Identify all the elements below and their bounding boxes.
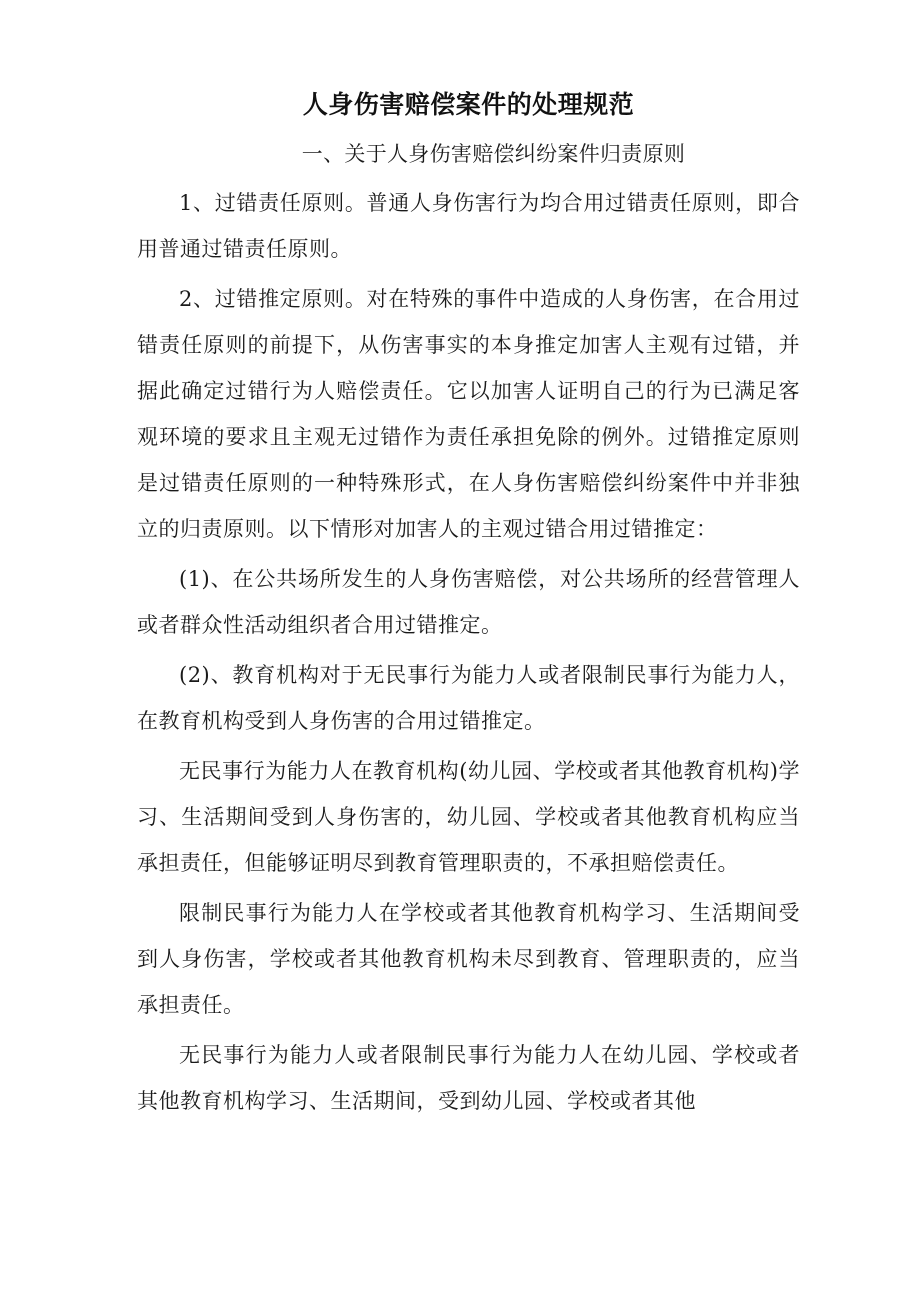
- section-heading: 一、关于人身伤害赔偿纠纷案件归责原则: [301, 142, 686, 166]
- paragraph-6: 限制民事行为能力人在学校或者其他教育机构学习、生活期间受到人身伤害，学校或者其他教育机构未尽到教育、管理职责的，应当承担责任。: [137, 901, 800, 1017]
- paragraph-4: (2)、教育机构对于无民事行为能力人或者限制民事行为能力人，在教育机构受到人身伤害的合用过错推定。: [137, 663, 800, 733]
- paragraph-7: 无民事行为能力人或者限制民事行为能力人在幼儿园、学校或者其他教育机构学习、生活期间，受到幼儿园、学校或者其他: [137, 1043, 800, 1113]
- paragraph-5: 无民事行为能力人在教育机构(幼儿园、学校或者其他教育机构)学习、生活期间受到人身伤害的，幼儿园、学校或者其他教育机构应当承担责任，但能够证明尽到教育管理职责的，不承担赔偿责任。: [137, 759, 800, 875]
- paragraph-3: (1)、在公共场所发生的人身伤害赔偿，对公共场所的经营管理人或者群众性活动组织者合用过错推定。: [137, 567, 800, 637]
- document-title: 人身伤害赔偿案件的处理规范: [302, 90, 635, 119]
- paragraph-2: 2、过错推定原则。对在特殊的事件中造成的人身伤害，在合用过错责任原则的前提下，从伤害事实的本身推定加害人主观有过错，并据此确定过错行为人赔偿责任。它以加害人证明自己的行为已满足客观环境的要求且主观无过错作为责任承担免除的例外。过错推定原则是过错责任原则的一种特殊形式，在人身伤害赔偿纠纷案件中并非独立的归责原则。以下情形对加害人的主观过错合用过错推定：: [137, 287, 800, 541]
- paragraph-1: 1、过错责任原则。普通人身伤害行为均合用过错责任原则，即合用普通过错责任原则。: [137, 191, 800, 261]
